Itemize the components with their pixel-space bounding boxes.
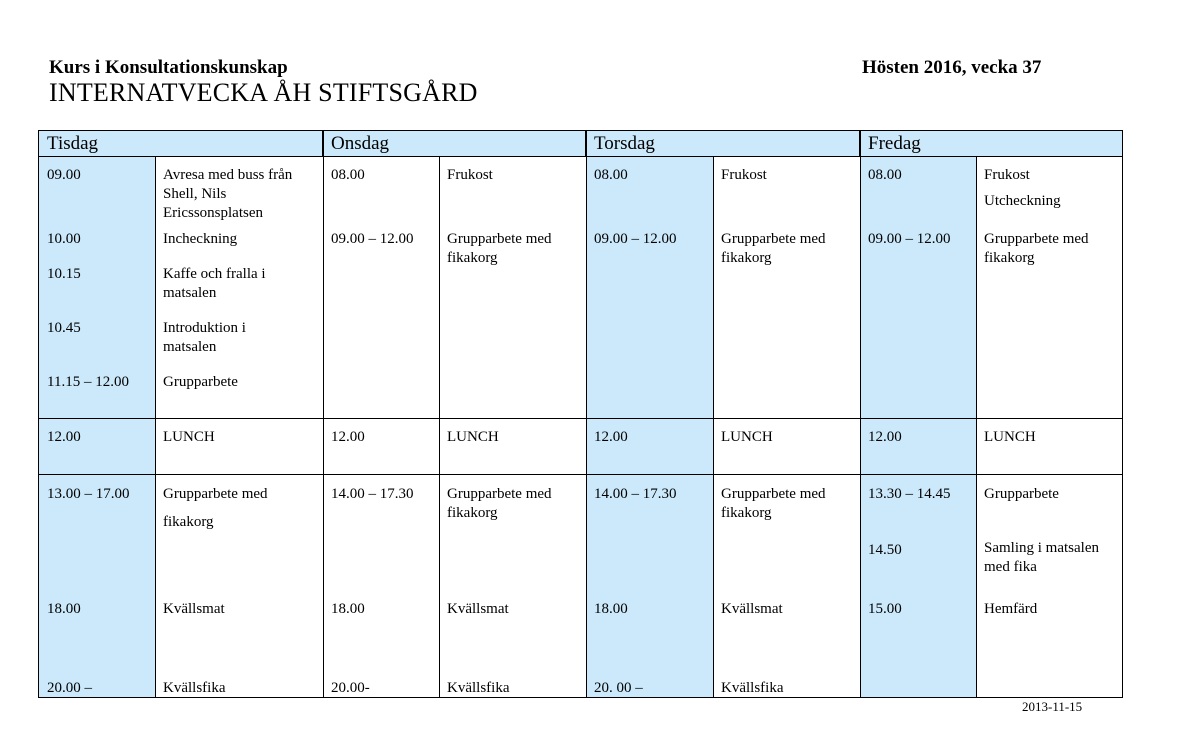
activity-cell: Kvällsmat	[447, 601, 509, 617]
page-title: INTERNATVECKA ÅH STIFTSGÅRD	[49, 78, 478, 107]
day-divider	[860, 131, 861, 697]
time-cell: 09.00 – 12.00	[331, 231, 414, 247]
time-cell: 09.00 – 12.00	[594, 231, 677, 247]
activity-cell: Grupparbete	[163, 374, 238, 390]
time-cell: 08.00	[594, 167, 628, 183]
time-cell: 18.00	[331, 601, 365, 617]
lunch-top-divider	[39, 418, 1122, 419]
activity-cell: Avresa med buss från Shell, Nils Ericssonsplatsen	[163, 167, 293, 221]
activity-cell: LUNCH	[447, 429, 499, 445]
time-cell: 15.00	[868, 601, 902, 617]
time-divider	[439, 156, 440, 697]
time-cell: 12.00	[868, 429, 902, 445]
day-divider	[323, 131, 324, 697]
time-divider	[976, 156, 977, 697]
activity-cell: Samling i matsalen med fika	[984, 540, 1099, 575]
activity-cell: LUNCH	[721, 429, 773, 445]
day-divider	[586, 131, 587, 697]
schedule-table	[38, 130, 1123, 698]
activity-cell: fikakorg	[163, 514, 214, 530]
activity-cell: Grupparbete med fikakorg	[447, 231, 552, 266]
activity-cell: Kvällsfika	[163, 680, 226, 696]
activity-cell: LUNCH	[984, 429, 1036, 445]
lunch-bottom-divider	[39, 474, 1122, 475]
activity-cell: Utcheckning	[984, 193, 1061, 209]
activity-cell: Grupparbete med fikakorg	[721, 486, 826, 521]
activity-cell: Grupparbete med fikakorg	[447, 486, 552, 521]
activity-cell: Frukost	[447, 167, 493, 183]
activity-cell: Kvällsmat	[163, 601, 225, 617]
time-cell: 14.50	[868, 542, 902, 558]
header-divider	[39, 156, 1122, 157]
activity-cell: Kvällsfika	[721, 680, 784, 696]
activity-cell: Grupparbete	[984, 486, 1059, 502]
time-cell: 12.00	[594, 429, 628, 445]
time-cell: 13.30 – 14.45	[868, 486, 951, 502]
time-cell: 13.00 – 17.00	[47, 486, 130, 502]
activity-cell: Introduktion i matsalen	[163, 320, 246, 355]
time-cell: 09.00	[47, 167, 81, 183]
time-cell: 20.00 –	[47, 680, 92, 696]
time-cell: 10.00	[47, 231, 81, 247]
day-header-fredag: Fredag	[860, 131, 1122, 156]
activity-cell: Grupparbete med	[163, 486, 268, 502]
course-title: Kurs i Konsultationskunskap	[49, 57, 288, 78]
time-cell: 10.15	[47, 266, 81, 282]
activity-cell: Hemfärd	[984, 601, 1038, 617]
time-cell: 12.00	[47, 429, 81, 445]
time-cell: 14.00 – 17.30	[594, 486, 677, 502]
time-divider	[155, 156, 156, 697]
activity-cell: Incheckning	[163, 231, 238, 247]
time-cell: 10.45	[47, 320, 81, 336]
time-cell: 08.00	[868, 167, 902, 183]
day-header-tisdag: Tisdag	[39, 131, 323, 156]
time-cell: 08.00	[331, 167, 365, 183]
activity-cell: Frukost	[721, 167, 767, 183]
day-header-torsdag: Torsdag	[586, 131, 860, 156]
time-cell: 18.00	[47, 601, 81, 617]
activity-cell: Kvällsfika	[447, 680, 510, 696]
day-header-onsdag: Onsdag	[323, 131, 586, 156]
time-cell: 20. 00 –	[594, 680, 643, 696]
time-cell: 18.00	[594, 601, 628, 617]
time-cell: 12.00	[331, 429, 365, 445]
time-cell: 20.00-	[331, 680, 370, 696]
time-cell: 11.15 – 12.00	[47, 374, 129, 390]
term-label: Hösten 2016, vecka 37	[862, 57, 1042, 78]
activity-cell: LUNCH	[163, 429, 215, 445]
activity-cell: Grupparbete med fikakorg	[721, 231, 826, 266]
footer-date: 2013-11-15	[1022, 699, 1083, 714]
activity-cell: Frukost	[984, 167, 1030, 183]
time-divider	[713, 156, 714, 697]
activity-cell: Kvällsmat	[721, 601, 783, 617]
activity-cell: Kaffe och fralla i matsalen	[163, 266, 266, 301]
time-cell: 09.00 – 12.00	[868, 231, 951, 247]
activity-cell: Grupparbete med fikakorg	[984, 231, 1089, 266]
time-cell: 14.00 – 17.30	[331, 486, 414, 502]
